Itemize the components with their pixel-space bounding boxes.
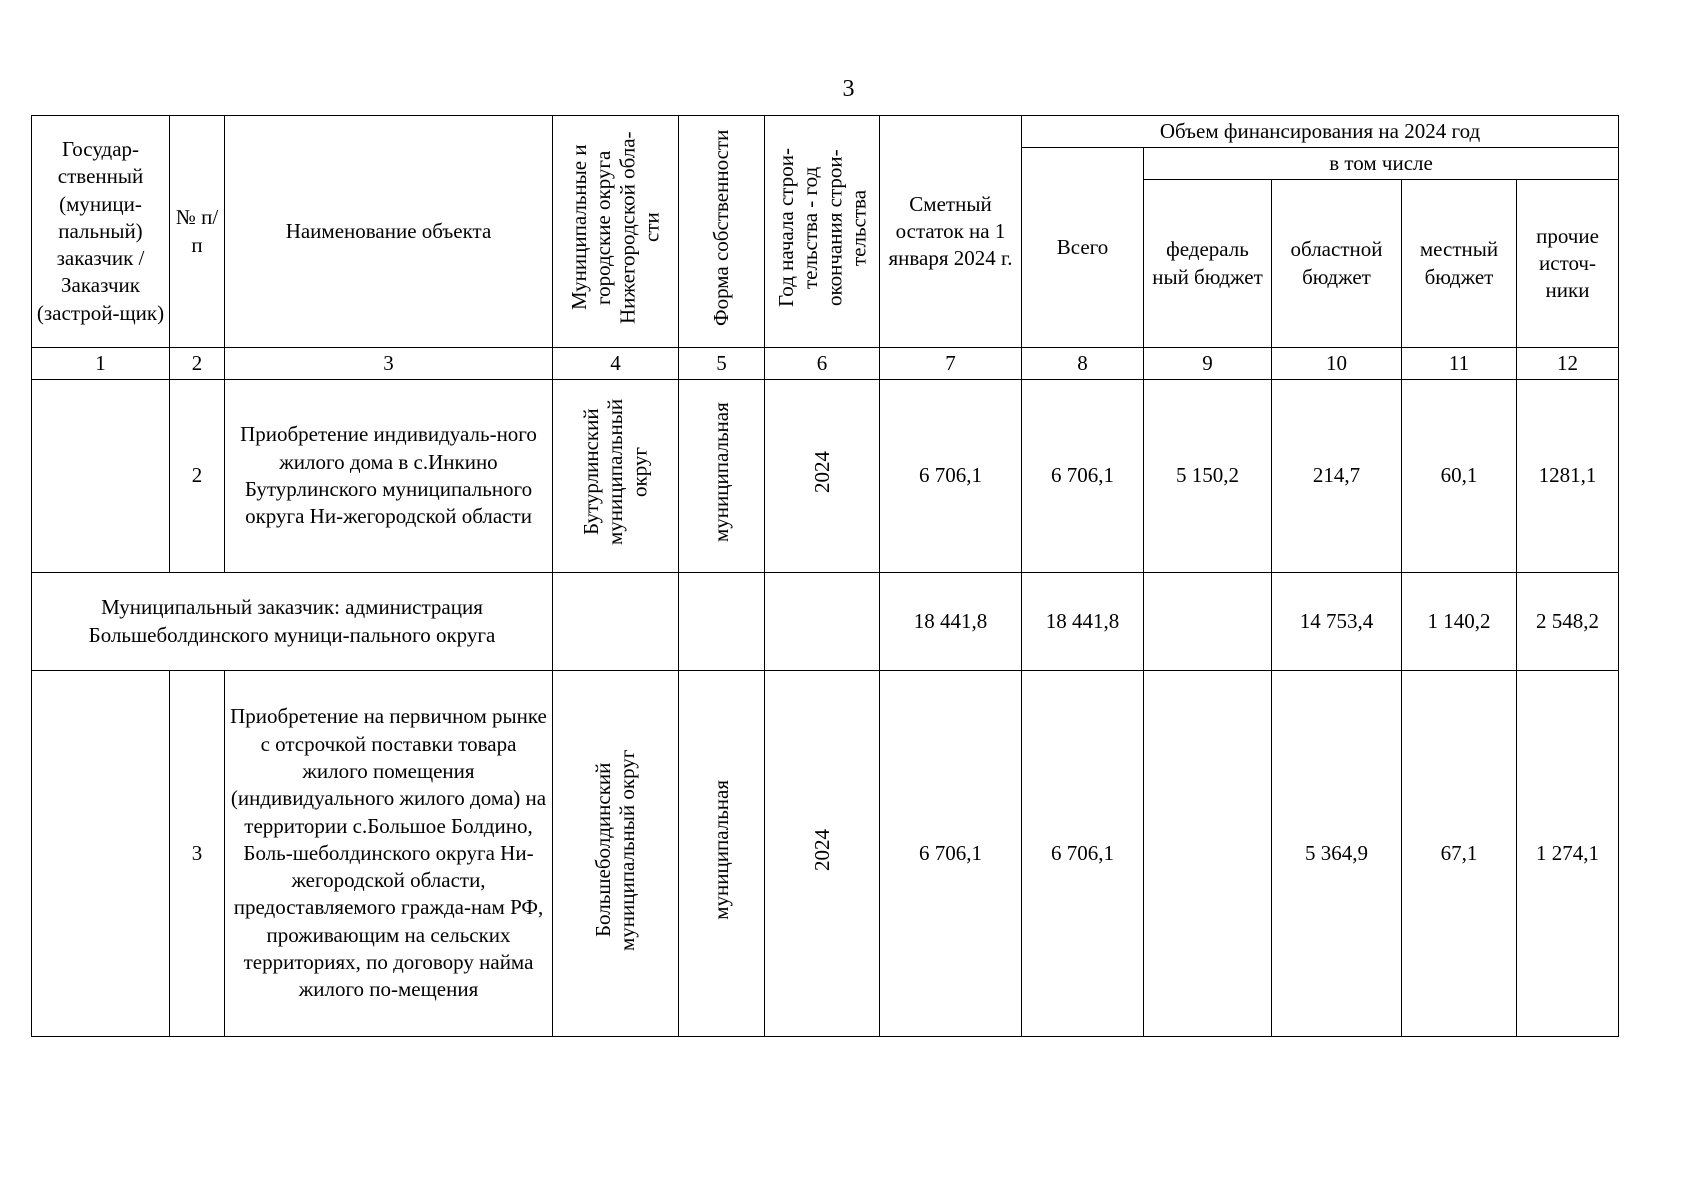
header-ownership: Форма собственности	[679, 116, 765, 348]
subtotal-total: 18 441,8	[1022, 573, 1144, 671]
header-municipality: Муниципальные и городские округа Нижегородской обла-сти	[553, 116, 679, 348]
subtotal-regional: 14 753,4	[1272, 573, 1402, 671]
header-federal: федераль ный бюджет	[1144, 180, 1272, 348]
column-number: 9	[1144, 348, 1272, 380]
subtotal-federal	[1144, 573, 1272, 671]
header-total: Всего	[1022, 148, 1144, 348]
header-regional: областной бюджет	[1272, 180, 1402, 348]
column-numbers-row	[32, 348, 1619, 380]
header-funding-group: Объем финансирования на 2024 год	[1022, 116, 1619, 148]
cell-years: 2024	[765, 380, 880, 573]
cell-object-name: Приобретение индивидуаль-ного жилого дома в с.Инкино Бутурлинского муниципального округа Ни-жегородской области	[225, 380, 553, 573]
header-including: в том числе	[1144, 148, 1619, 180]
financing-table	[31, 115, 1619, 1037]
column-number: 11	[1402, 348, 1517, 380]
cell-ownership: муниципальная	[679, 671, 765, 1037]
column-number: 3	[225, 348, 553, 380]
cell-local: 67,1	[1402, 671, 1517, 1037]
cell-local: 60,1	[1402, 380, 1517, 573]
cell-num: 2	[170, 380, 225, 573]
cell-regional: 214,7	[1272, 380, 1402, 573]
cell-customer	[32, 380, 170, 573]
header-other: прочие источ-ники	[1517, 180, 1619, 348]
header-years: Год начала строи-тельства - год окончания строи-тельства	[765, 116, 880, 348]
column-number: 10	[1272, 348, 1402, 380]
column-number: 4	[553, 348, 679, 380]
subtotal-label: Муниципальный заказчик: администрация Большеболдинского муници-пального округа	[32, 573, 553, 671]
cell-regional: 5 364,9	[1272, 671, 1402, 1037]
cell-other: 1 274,1	[1517, 671, 1619, 1037]
cell-total: 6 706,1	[1022, 671, 1144, 1037]
header-local: местный бюджет	[1402, 180, 1517, 348]
column-number: 6	[765, 348, 880, 380]
cell-municipality: Большеболдинский муниципальный округ	[553, 671, 679, 1037]
column-number: 1	[32, 348, 170, 380]
column-number: 12	[1517, 348, 1619, 380]
cell-estimate: 6 706,1	[880, 671, 1022, 1037]
subtotal-empty	[553, 573, 679, 671]
subtotal-empty	[765, 573, 880, 671]
cell-years: 2024	[765, 671, 880, 1037]
cell-federal	[1144, 671, 1272, 1037]
column-number: 8	[1022, 348, 1144, 380]
subtotal-empty	[679, 573, 765, 671]
cell-ownership: муниципальная	[679, 380, 765, 573]
subtotal-other: 2 548,2	[1517, 573, 1619, 671]
table-row	[32, 671, 1619, 1037]
cell-municipality: Бутурлинский муниципальный округ	[553, 380, 679, 573]
page-number: 3	[842, 76, 855, 102]
subtotal-local: 1 140,2	[1402, 573, 1517, 671]
subtotal-row	[32, 573, 1619, 671]
header-num: № п/п	[170, 116, 225, 348]
header-estimate: Сметный остаток на 1 января 2024 г.	[880, 116, 1022, 348]
header-row-1	[32, 116, 1619, 148]
cell-estimate: 6 706,1	[880, 380, 1022, 573]
table-row	[32, 380, 1619, 573]
cell-customer	[32, 671, 170, 1037]
column-number: 5	[679, 348, 765, 380]
cell-total: 6 706,1	[1022, 380, 1144, 573]
header-object-name: Наименование объекта	[225, 116, 553, 348]
cell-other: 1281,1	[1517, 380, 1619, 573]
subtotal-estimate: 18 441,8	[880, 573, 1022, 671]
cell-object-name: Приобретение на первичном рынке с отсрочкой поставки товара жилого помещения (индивидуального жилого дома) на территории с.Большое Болдино, Боль-шеболдинского округа Ни-жегородской области, предоставляемого гражда-нам РФ, проживающим на сельских территориях, по договору найма жилого по-мещения	[225, 671, 553, 1037]
cell-federal: 5 150,2	[1144, 380, 1272, 573]
cell-num: 3	[170, 671, 225, 1037]
column-number: 2	[170, 348, 225, 380]
header-customer: Государ-ственный (муници-пальный) заказчик / Заказчик (застрой-щик)	[32, 116, 170, 348]
column-number: 7	[880, 348, 1022, 380]
